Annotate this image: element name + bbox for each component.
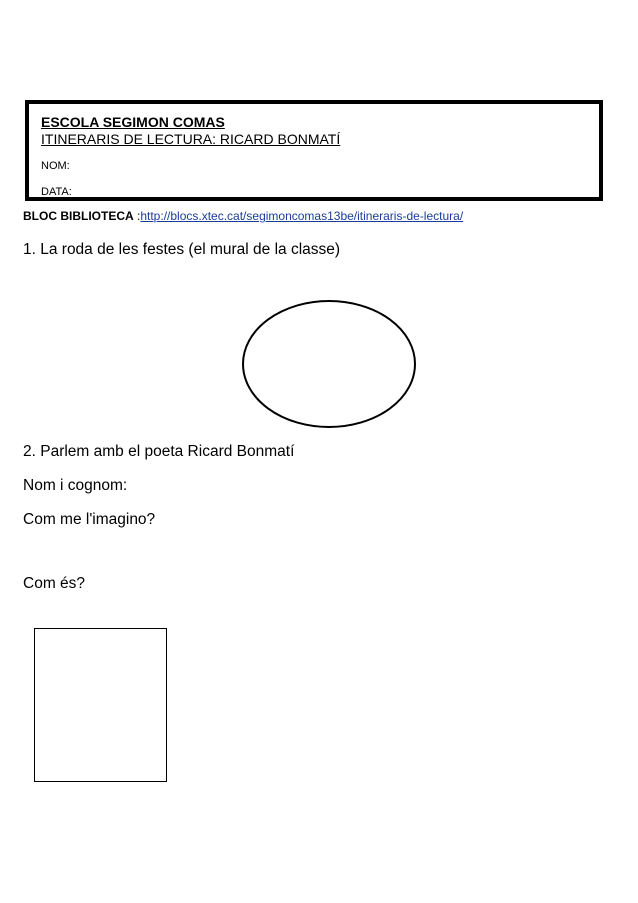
imagine-prompt: Com me l'imagino? — [23, 511, 156, 528]
nom-label: NOM: — [41, 160, 70, 172]
festival-wheel-circle — [240, 298, 420, 432]
drawing-box — [34, 628, 167, 782]
itinerary-title: ITINERARIS DE LECTURA: RICARD BONMATÍ — [41, 131, 341, 147]
what-prompt: Com és? — [23, 575, 86, 592]
blog-line — [23, 209, 463, 223]
blog-label: BLOC BIBLIOTECA — [23, 209, 134, 223]
question-1-heading: 1. La roda de les festes (el mural de la classe) — [23, 241, 341, 258]
school-name: ESCOLA SEGIMON COMAS — [41, 114, 225, 130]
blog-separator: : — [133, 209, 141, 223]
header-box — [25, 100, 603, 201]
name-prompt: Nom i cognom: — [23, 477, 128, 494]
blog-link[interactable]: http://blocs.xtec.cat/segimoncomas13be/itineraris-de-lectura/ — [140, 209, 464, 223]
question-2-heading: 2. Parlem amb el poeta Ricard Bonmatí — [23, 443, 295, 460]
data-label: DATA: — [41, 186, 72, 198]
